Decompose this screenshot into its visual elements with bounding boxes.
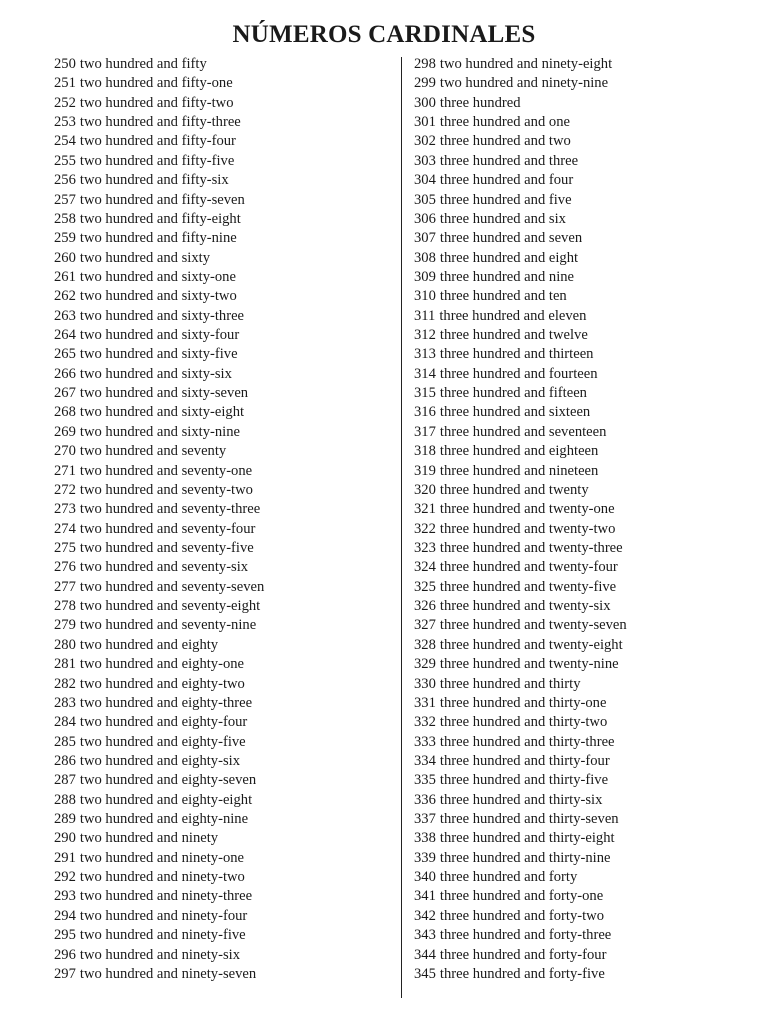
number-digits: 292 xyxy=(54,869,76,886)
number-words: two hundred and eighty-four xyxy=(79,714,248,731)
number-words: three hundred and nine xyxy=(439,268,575,285)
number-entry xyxy=(54,74,264,93)
number-digits: 252 xyxy=(54,94,76,111)
number-digits: 320 xyxy=(414,481,436,498)
number-entry xyxy=(54,829,264,848)
number-entry xyxy=(54,752,264,771)
number-digits: 275 xyxy=(54,539,76,556)
number-words: two hundred and sixty-seven xyxy=(79,385,249,402)
number-digits: 315 xyxy=(414,385,436,402)
number-digits: 280 xyxy=(54,636,76,653)
number-entry xyxy=(54,849,264,868)
number-words: two hundred and ninety-six xyxy=(79,946,240,963)
number-words: three hundred and nineteen xyxy=(439,462,599,479)
number-digits: 298 xyxy=(414,56,436,72)
number-entry xyxy=(414,907,627,926)
number-digits: 321 xyxy=(414,501,436,518)
number-words: two hundred and fifty-nine xyxy=(79,230,237,247)
number-entry xyxy=(54,268,264,287)
number-digits: 314 xyxy=(414,365,436,382)
number-words: two hundred and seventy-two xyxy=(79,481,253,498)
number-digits: 276 xyxy=(54,559,76,576)
number-digits: 309 xyxy=(414,268,436,285)
number-digits: 322 xyxy=(414,520,436,537)
number-digits: 329 xyxy=(414,656,436,673)
number-entry xyxy=(54,249,264,268)
number-words: two hundred and ninety-four xyxy=(79,907,248,924)
number-entry xyxy=(414,771,627,790)
number-digits: 299 xyxy=(414,75,436,92)
number-digits: 342 xyxy=(414,907,436,924)
number-words: three hundred and thirty-seven xyxy=(439,811,619,828)
number-digits: 264 xyxy=(54,327,76,344)
number-words: two hundred and seventy-eight xyxy=(79,598,261,615)
number-words: two hundred and fifty-eight xyxy=(79,210,241,227)
number-words: three hundred and eleven xyxy=(439,307,587,324)
number-words: two hundred and fifty xyxy=(79,56,207,72)
number-entry xyxy=(54,868,264,887)
number-entry xyxy=(414,403,627,422)
number-words: three hundred and twenty-two xyxy=(439,520,616,537)
number-words: two hundred and eighty-six xyxy=(79,752,240,769)
number-words: two hundred and seventy-five xyxy=(79,539,254,556)
number-words: two hundred and ninety-nine xyxy=(439,75,609,92)
number-words: three hundred and two xyxy=(439,133,571,150)
number-words: two hundred and sixty-eight xyxy=(79,404,245,421)
number-digits: 296 xyxy=(54,946,76,963)
number-entry xyxy=(414,616,627,635)
number-digits: 304 xyxy=(414,172,436,189)
number-digits: 290 xyxy=(54,830,76,847)
number-words: two hundred and sixty-one xyxy=(79,268,236,285)
number-words: two hundred and fifty-six xyxy=(79,172,229,189)
number-words: three hundred and twenty-three xyxy=(439,539,623,556)
number-entry xyxy=(54,616,264,635)
number-digits: 251 xyxy=(54,75,76,92)
number-entry xyxy=(414,578,627,597)
number-words: three hundred and thirty-six xyxy=(439,791,603,808)
number-words: three hundred and thirty-three xyxy=(439,733,615,750)
number-digits: 265 xyxy=(54,346,76,363)
number-entry xyxy=(414,191,627,210)
number-digits: 274 xyxy=(54,520,76,537)
number-entry xyxy=(414,965,627,984)
number-digits: 262 xyxy=(54,288,76,305)
number-entry xyxy=(54,113,264,132)
number-words: three hundred and five xyxy=(439,191,572,208)
number-digits: 334 xyxy=(414,752,436,769)
number-digits: 253 xyxy=(54,114,76,131)
number-entry xyxy=(54,771,264,790)
number-entry xyxy=(414,287,627,306)
number-digits: 254 xyxy=(54,133,76,150)
number-digits: 307 xyxy=(414,230,436,247)
number-words: three hundred and twenty xyxy=(439,481,589,498)
number-digits: 284 xyxy=(54,714,76,731)
number-words: two hundred and fifty-two xyxy=(79,94,234,111)
number-entry xyxy=(414,539,627,558)
number-digits: 324 xyxy=(414,559,436,576)
number-entry xyxy=(414,500,627,519)
number-words: two hundred and fifty-one xyxy=(79,75,233,92)
number-digits: 310 xyxy=(414,288,436,305)
number-digits: 301 xyxy=(414,114,436,131)
number-digits: 343 xyxy=(414,927,436,944)
number-digits: 267 xyxy=(54,385,76,402)
number-digits: 285 xyxy=(54,733,76,750)
number-words: two hundred and ninety-three xyxy=(79,888,253,905)
number-entry xyxy=(414,636,627,655)
number-words: three hundred and forty-four xyxy=(439,946,607,963)
number-entry xyxy=(414,946,627,965)
number-digits: 345 xyxy=(414,965,436,982)
number-entry xyxy=(414,675,627,694)
page-title: NÚMEROS CARDINALES xyxy=(232,21,536,48)
number-entry xyxy=(414,694,627,713)
left-number-list xyxy=(54,55,264,984)
number-digits: 287 xyxy=(54,772,76,789)
number-words: two hundred and eighty-five xyxy=(79,733,246,750)
number-digits: 332 xyxy=(414,714,436,731)
number-digits: 283 xyxy=(54,694,76,711)
number-entry xyxy=(414,926,627,945)
number-digits: 263 xyxy=(54,307,76,324)
number-entry xyxy=(54,307,264,326)
number-words: three hundred and seven xyxy=(439,230,583,247)
number-entry xyxy=(414,733,627,752)
number-entry xyxy=(54,713,264,732)
number-entry xyxy=(54,655,264,674)
number-words: three hundred and forty-one xyxy=(439,888,604,905)
number-entry xyxy=(54,94,264,113)
number-words: two hundred and eighty-eight xyxy=(79,791,253,808)
number-entry xyxy=(54,500,264,519)
number-words: two hundred and seventy xyxy=(79,443,227,460)
number-digits: 272 xyxy=(54,481,76,498)
number-words: two hundred and fifty-three xyxy=(79,114,241,131)
number-words: three hundred and four xyxy=(439,172,574,189)
number-digits: 270 xyxy=(54,443,76,460)
number-words: three hundred and twenty-eight xyxy=(439,636,623,653)
number-words: two hundred and ninety-five xyxy=(79,927,246,944)
number-entry xyxy=(54,520,264,539)
number-digits: 318 xyxy=(414,443,436,460)
number-entry xyxy=(414,55,627,74)
number-digits: 327 xyxy=(414,617,436,634)
number-entry xyxy=(414,345,627,364)
number-digits: 278 xyxy=(54,598,76,615)
number-words: two hundred and eighty-nine xyxy=(79,811,249,828)
number-entry xyxy=(54,675,264,694)
number-words: two hundred and ninety-one xyxy=(79,849,245,866)
number-digits: 250 xyxy=(54,56,76,72)
number-words: two hundred and seventy-six xyxy=(79,559,249,576)
number-entry xyxy=(54,55,264,74)
number-entry xyxy=(54,926,264,945)
number-entry xyxy=(414,887,627,906)
number-entry xyxy=(414,74,627,93)
number-entry xyxy=(414,597,627,616)
number-words: two hundred and seventy-three xyxy=(79,501,261,518)
number-digits: 330 xyxy=(414,675,436,692)
number-digits: 312 xyxy=(414,327,436,344)
number-words: three hundred and forty xyxy=(439,869,578,886)
number-words: three hundred and twenty-seven xyxy=(439,617,627,634)
number-digits: 269 xyxy=(54,423,76,440)
number-digits: 319 xyxy=(414,462,436,479)
number-digits: 260 xyxy=(54,249,76,266)
number-words: two hundred and eighty-two xyxy=(79,675,245,692)
number-entry xyxy=(54,326,264,345)
number-entry xyxy=(414,249,627,268)
number-words: two hundred and seventy-seven xyxy=(79,578,265,595)
number-words: three hundred and twenty-six xyxy=(439,598,611,615)
number-entry xyxy=(54,210,264,229)
number-words: two hundred and eighty xyxy=(79,636,219,653)
number-entry xyxy=(54,345,264,364)
number-entry xyxy=(54,132,264,151)
number-entry xyxy=(54,887,264,906)
number-entry xyxy=(54,733,264,752)
number-words: two hundred and fifty-four xyxy=(79,133,236,150)
number-digits: 271 xyxy=(54,462,76,479)
number-entry xyxy=(54,907,264,926)
number-entry xyxy=(54,152,264,171)
number-words: three hundred and six xyxy=(439,210,566,227)
number-words: three hundred and thirteen xyxy=(439,346,594,363)
number-words: three hundred and twenty-nine xyxy=(439,656,619,673)
number-entry xyxy=(414,752,627,771)
number-words: two hundred and sixty-two xyxy=(79,288,237,305)
number-entry xyxy=(54,403,264,422)
number-entry xyxy=(414,384,627,403)
right-number-list xyxy=(414,55,627,984)
number-words: two hundred and ninety-seven xyxy=(79,965,257,982)
number-entry xyxy=(414,152,627,171)
number-words: two hundred and seventy-four xyxy=(79,520,256,537)
number-digits: 281 xyxy=(54,656,76,673)
number-words: two hundred and fifty-five xyxy=(79,152,235,169)
number-digits: 325 xyxy=(414,578,436,595)
number-entry xyxy=(414,94,627,113)
number-entry xyxy=(414,849,627,868)
number-entry xyxy=(54,423,264,442)
number-entry xyxy=(414,210,627,229)
number-words: two hundred and eighty-seven xyxy=(79,772,257,789)
number-digits: 303 xyxy=(414,152,436,169)
number-words: two hundred and sixty-three xyxy=(79,307,245,324)
number-words: two hundred and sixty-nine xyxy=(79,423,240,440)
number-entry xyxy=(414,713,627,732)
number-words: three hundred and twelve xyxy=(439,327,588,344)
number-digits: 333 xyxy=(414,733,436,750)
number-digits: 295 xyxy=(54,927,76,944)
number-digits: 259 xyxy=(54,230,76,247)
number-digits: 258 xyxy=(54,210,76,227)
number-digits: 291 xyxy=(54,849,76,866)
number-words: three hundred and thirty xyxy=(439,675,581,692)
number-digits: 308 xyxy=(414,249,436,266)
number-entry xyxy=(54,365,264,384)
number-entry xyxy=(414,791,627,810)
number-entry xyxy=(414,307,627,326)
number-digits: 255 xyxy=(54,152,76,169)
number-words: three hundred and thirty-four xyxy=(439,752,610,769)
number-words: two hundred and sixty xyxy=(79,249,211,266)
number-digits: 268 xyxy=(54,404,76,421)
number-entry xyxy=(54,539,264,558)
number-entry xyxy=(54,191,264,210)
number-entry xyxy=(414,829,627,848)
number-words: two hundred and seventy-nine xyxy=(79,617,257,634)
number-digits: 328 xyxy=(414,636,436,653)
number-entry xyxy=(414,810,627,829)
number-digits: 286 xyxy=(54,752,76,769)
number-digits: 293 xyxy=(54,888,76,905)
number-entry xyxy=(414,481,627,500)
number-digits: 338 xyxy=(414,830,436,847)
number-words: three hundred and forty-three xyxy=(439,927,612,944)
number-words: three hundred and fourteen xyxy=(439,365,598,382)
number-entry xyxy=(414,268,627,287)
number-digits: 335 xyxy=(414,772,436,789)
number-words: two hundred and ninety-two xyxy=(79,869,245,886)
number-digits: 323 xyxy=(414,539,436,556)
number-entry xyxy=(54,597,264,616)
number-digits: 282 xyxy=(54,675,76,692)
number-entry xyxy=(54,481,264,500)
number-digits: 337 xyxy=(414,811,436,828)
number-words: two hundred and fifty-seven xyxy=(79,191,245,208)
number-entry xyxy=(414,655,627,674)
number-words: three hundred and thirty-nine xyxy=(439,849,611,866)
number-words: three hundred and forty-two xyxy=(439,907,605,924)
number-entry xyxy=(54,462,264,481)
number-entry xyxy=(414,113,627,132)
number-entry xyxy=(54,791,264,810)
number-entry xyxy=(414,558,627,577)
number-words: three hundred and eighteen xyxy=(439,443,599,460)
number-digits: 256 xyxy=(54,172,76,189)
number-words: three hundred and forty-five xyxy=(439,965,605,982)
number-digits: 313 xyxy=(414,346,436,363)
number-words: three hundred and thirty-five xyxy=(439,772,609,789)
number-words: three hundred and thirty-eight xyxy=(439,830,615,847)
number-digits: 300 xyxy=(414,94,436,111)
number-entry xyxy=(54,384,264,403)
number-words: two hundred and sixty-five xyxy=(79,346,238,363)
number-entry xyxy=(414,171,627,190)
number-entry xyxy=(414,326,627,345)
number-entry xyxy=(54,946,264,965)
number-digits: 302 xyxy=(414,133,436,150)
number-digits: 288 xyxy=(54,791,76,808)
number-words: two hundred and ninety xyxy=(79,830,219,847)
number-digits: 257 xyxy=(54,191,76,208)
number-digits: 266 xyxy=(54,365,76,382)
number-entry xyxy=(54,229,264,248)
number-digits: 331 xyxy=(414,694,436,711)
number-digits: 277 xyxy=(54,578,76,595)
number-entry xyxy=(414,132,627,151)
number-words: three hundred and one xyxy=(439,114,570,131)
number-digits: 340 xyxy=(414,869,436,886)
column-divider xyxy=(401,57,402,998)
number-words: three hundred and twenty-one xyxy=(439,501,615,518)
number-digits: 341 xyxy=(414,888,436,905)
number-digits: 344 xyxy=(414,946,436,963)
number-digits: 261 xyxy=(54,268,76,285)
number-words: two hundred and sixty-four xyxy=(79,327,240,344)
number-digits: 317 xyxy=(414,423,436,440)
number-digits: 336 xyxy=(414,791,436,808)
number-entry xyxy=(54,810,264,829)
number-entry xyxy=(54,636,264,655)
number-digits: 311 xyxy=(414,307,436,324)
number-entry xyxy=(414,423,627,442)
number-words: three hundred and three xyxy=(439,152,579,169)
number-digits: 279 xyxy=(54,617,76,634)
number-digits: 306 xyxy=(414,210,436,227)
number-words: three hundred and ten xyxy=(439,288,567,305)
number-words: two hundred and eighty-three xyxy=(79,694,253,711)
number-entry xyxy=(54,171,264,190)
number-digits: 326 xyxy=(414,598,436,615)
number-entry xyxy=(414,462,627,481)
number-entry xyxy=(414,229,627,248)
number-entry xyxy=(414,520,627,539)
number-entry xyxy=(414,442,627,461)
number-words: three hundred and sixteen xyxy=(439,404,591,421)
number-entry xyxy=(54,694,264,713)
number-entry xyxy=(54,558,264,577)
number-words: two hundred and eighty-one xyxy=(79,656,245,673)
number-digits: 289 xyxy=(54,811,76,828)
number-entry xyxy=(414,868,627,887)
number-digits: 294 xyxy=(54,907,76,924)
number-words: three hundred and thirty-two xyxy=(439,714,608,731)
number-entry xyxy=(414,365,627,384)
number-words: three hundred xyxy=(439,94,521,111)
number-words: three hundred and seventeen xyxy=(439,423,607,440)
number-entry xyxy=(54,965,264,984)
number-digits: 339 xyxy=(414,849,436,866)
number-words: two hundred and sixty-six xyxy=(79,365,232,382)
number-words: three hundred and fifteen xyxy=(439,385,587,402)
number-words: three hundred and thirty-one xyxy=(439,694,607,711)
number-digits: 305 xyxy=(414,191,436,208)
number-digits: 297 xyxy=(54,965,76,982)
number-words: three hundred and eight xyxy=(439,249,579,266)
number-digits: 273 xyxy=(54,501,76,518)
number-words: three hundred and twenty-five xyxy=(439,578,617,595)
number-words: two hundred and seventy-one xyxy=(79,462,253,479)
number-entry xyxy=(54,578,264,597)
number-entry xyxy=(54,287,264,306)
number-words: two hundred and ninety-eight xyxy=(439,56,613,72)
number-digits: 316 xyxy=(414,404,436,421)
number-entry xyxy=(54,442,264,461)
number-words: three hundred and twenty-four xyxy=(439,559,618,576)
